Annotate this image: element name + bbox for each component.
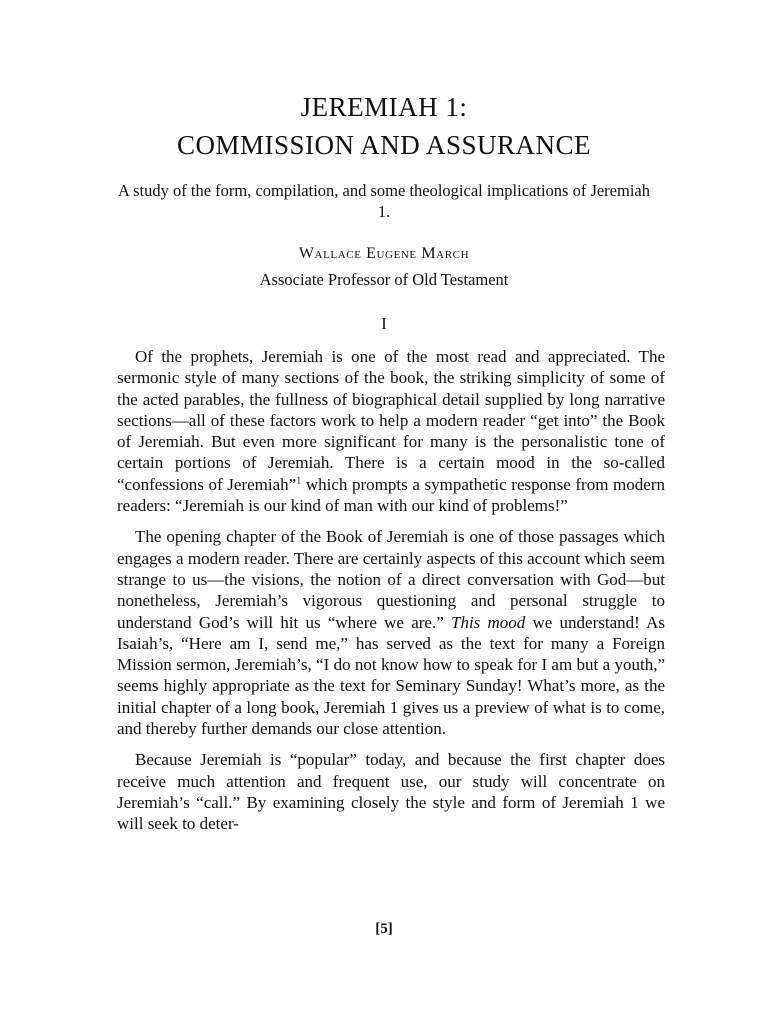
body-paragraph-2	[117, 526, 665, 739]
paragraph-1-text-b: which prompts a sympathetic response from modern readers: “Jeremiah is our kind of man with our kind of problems!”	[117, 474, 665, 516]
body-paragraph-1	[117, 346, 665, 516]
article-subtitle: A study of the form, compilation, and some theological implications of Jeremiah 1.	[117, 181, 650, 221]
footnote-reference: 1	[296, 475, 302, 487]
body-paragraph-3	[117, 749, 665, 834]
paragraph-1-text-a: Of the prophets, Jeremiah is one of the most read and appreciated. The sermonic style of many sections of the book, the striking simplicity of some of the acted parables, the fullness of biographical detail supplied by long narrative sections—all of these factors work to help a modern reader “get into” the Book of Jeremiah. But even more significant for many is the personalistic tone of certain portions of Jeremiah. There is a certain mood in the so-called “confessions of Jeremiah”	[117, 347, 665, 494]
paragraph-2-text-b: we understand! As Isaiah’s, “Here am I, send me,” has served as the text for many a Foreign Mission sermon, Jeremiah’s, “I do not know how to speak for I am but a youth,” seems highly appropriate as the text for Seminary Sunday! What’s more, as the initial chapter of a long book, Jeremiah 1 gives us a preview of what is to come, and thereby further demands our close attention.	[117, 612, 665, 739]
paragraph-2-text-a: The opening chapter of the Book of Jeremiah is one of those passages which engages a modern reader. There are certainly aspects of this account which seem strange to us—the visions, the notion of a direct conversation with God—but nonetheless, Jeremiah’s vigorous questioning and personal struggle to understand God’s will hit us “where we are.”	[117, 527, 665, 632]
paragraph-3-text: Because Jeremiah is “popular” today, and because the first chapter does receive much attention and frequent use, our study will concentrate on Jeremiah’s “call.” By examining closely the style and form of Jeremiah 1 we will seek to deter-	[117, 750, 665, 834]
paragraph-2-italic-phrase: This mood	[450, 612, 526, 632]
article-title-line-1: JEREMIAH 1:	[300, 92, 468, 122]
article-title-line-2: COMMISSION AND ASSURANCE	[176, 130, 592, 160]
article-body	[117, 346, 665, 845]
author-name: Wallace Eugene March	[298, 245, 470, 262]
author-affiliation: Associate Professor of Old Testament	[259, 270, 509, 289]
page-number: [5]	[375, 921, 393, 937]
section-heading: I	[381, 314, 387, 333]
